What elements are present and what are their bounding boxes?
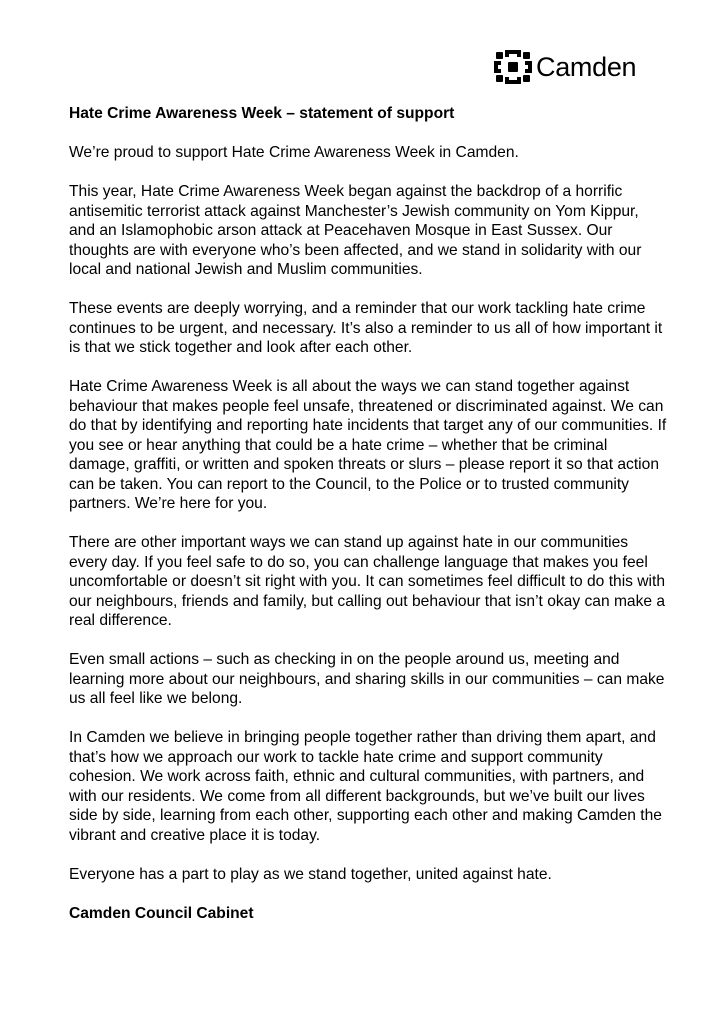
paragraph: This year, Hate Crime Awareness Week began against the backdrop of a horrific antisemitic terrorist attack against Manchester’s Jewish community on Yom Kippur, and an Islamophobic arson attack at Peacehaven Mosque in East Sussex. Our thoughts are with everyone who’s been affected, and we stand in solidarity with our local and national Jewish and Muslim communities. <box>69 183 642 278</box>
paragraph: Even small actions – such as checking in on the people around us, meeting and learning more about our neighbours, and sharing skills in our communities – can make us all feel like we belong. <box>69 651 665 707</box>
paragraph: Hate Crime Awareness Week is all about the ways we can stand together against behaviour that makes people feel unsafe, threatened or discriminated against. We can do that by identifying and reporting hate incidents that target any of our communities. If you see or hear anything that could be a hate crime – whether that be criminal damage, graffiti, or written and spoken threats or slurs – please report it so that action can be taken. You can report to the Council, to the Police or to trusted community partners. We’re here for you. <box>69 378 667 512</box>
statement-body <box>69 104 669 943</box>
signoff: Camden Council Cabinet <box>69 904 254 922</box>
paragraph: There are other important ways we can stand up against hate in our communities every day. If you feel safe to do so, you can challenge language that makes you feel uncomfortable or doesn’t sit right with you. It can sometimes feel difficult to do this with our neighbours, friends and family, but calling out behaviour that isn’t okay can make a real difference. <box>69 534 666 629</box>
paragraph: Everyone has a part to play as we stand together, united against hate. <box>69 865 552 883</box>
camden-logo-icon <box>494 50 532 84</box>
document-title: Hate Crime Awareness Week – statement of support <box>69 105 455 122</box>
camden-logo <box>494 50 636 84</box>
paragraph: These events are deeply worrying, and a reminder that our work tackling hate crime continues to be urgent, and necessary. It’s also a reminder to us all of how important it is that we stick together and look after each other. <box>69 300 663 356</box>
paragraph: We’re proud to support Hate Crime Awareness Week in Camden. <box>69 144 519 161</box>
logo-wordmark: Camden <box>536 52 637 82</box>
paragraph: In Camden we believe in bringing people together rather than driving them apart, and that’s how we approach our work to tackle hate crime and support community cohesion. We work across faith, ethnic and cultural communities, with partners, and with our residents. We come from all different backgrounds, but we’ve built our lives side by side, learning from each other, supporting each other and making Camden the vibrant and creative place it is today. <box>69 729 662 844</box>
